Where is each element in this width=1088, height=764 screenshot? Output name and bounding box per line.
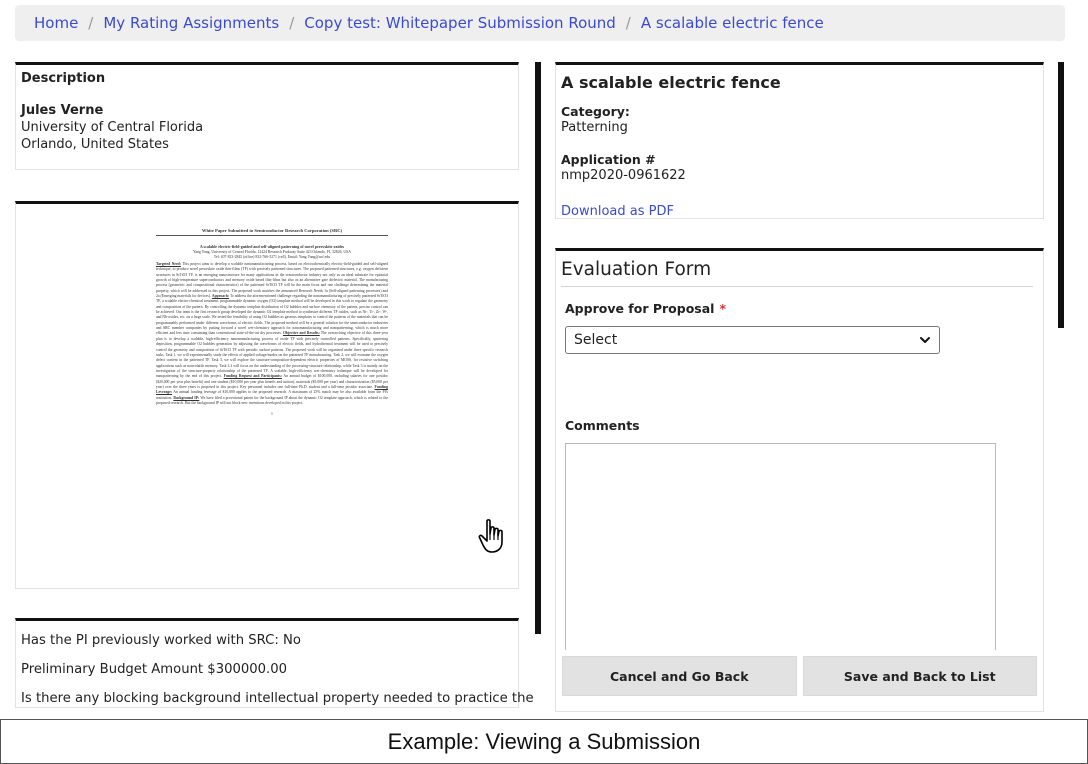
submission-info-panel — [15, 618, 534, 708]
applicant-name: Jules Verne — [21, 103, 104, 118]
src-history: Has the PI previously worked with SRC: No — [21, 633, 301, 648]
document-page — [156, 228, 388, 564]
breadcrumb — [15, 5, 1065, 41]
cancel-button[interactable]: Cancel and Go Back — [562, 656, 797, 696]
description-panel — [15, 62, 519, 170]
breadcrumb-submission-round[interactable]: Copy test: Whitepaper Submission Round — [304, 14, 616, 32]
approve-label — [565, 301, 1038, 316]
document-page-number: 1 — [271, 412, 273, 417]
page-scrollbar[interactable] — [1058, 62, 1064, 328]
budget-amount: Preliminary Budget Amount $300000.00 — [21, 662, 288, 677]
applicant-affiliation: University of Central Florida — [21, 120, 204, 135]
breadcrumb-separator: / — [289, 14, 295, 32]
comments-textarea[interactable] — [565, 443, 996, 673]
applicant-location: Orlando, United States — [21, 137, 169, 152]
caption: Example: Viewing a Submission — [0, 719, 1088, 764]
approve-select[interactable] — [565, 326, 940, 354]
evaluation-form-heading: Evaluation Form — [561, 259, 1033, 287]
application-number: nmp2020-0961622 — [561, 168, 686, 183]
chevron-down-icon — [919, 334, 931, 346]
document-authors: Yang Yang, University of Central Florida, 12424 Research Parkway Suite 423 Orlando, FL 32826, USA — [193, 250, 351, 254]
evaluation-form-panel — [555, 248, 1044, 712]
document-body: Targeted Need: This project aims to develop a scalable nanomanufacturing process, based on electrochemically electric-field-guided and self-aligned technique, to produce novel perovskite oxide thin-films (TF) with precisely patterned structures. The proposed patterned structures, e.g. oxygen deficient structures in SrTiO3 TF, is an emerging nanostructure for many applications in the semiconductor industry not only as an ideal substrate for epitaxial growth of high-temperature superconductors and memory oxide based thin-films but also as an alternative gate dielectric material. The manufacturing process (geometric and compositional characteristics) of the patterned SrTiO3 TF will be the main focus and one challenge determining the material property, which will be addressed in this project. The proposed work matches the announced Research Needs 1a (Self-aligned patterning processes) and 2a (Emerging materials for devices). Approach: To address the aforementioned challenge regarding the nanomanufacturing of precisely patterned SrTiO3 TF, a scalable electro-chemical treatment, programmable dynamic oxygen (O2) template method will be developed in this work to regulate the geometry and composition of the pattern. By controlling the dynamic template distribution of O2 bubbles and surface chemistry of the pattern, precise control can be achieved. Our team is the first research group developed the dynamic O2 template method to synthesize different TF oxides, such as Ni-, Ti-, Zr-, W-, and Nb-oxides, etc. on a large scale. We tested the feasibility of using O2 bubbles as gaseous templates to control the patterns of the materials that can be programmably performed under different waveforms of electric fields. The proposed method will be a general solution for the semiconductor industries and SRC member companies by putting forward a novel wet-chemistry approach for nanomanufacturing and nanopatterning, which is much more efficient and less time consuming than conventional state-of-the-art dry processes. Objective and Results: The overarching objective of this three-year plan is to develop a scalable, high-efficiency nanomanufacturing process of oxide TF with precisely controlled patterns. Specifically, sputtering deposition, programmable O2 bubbles generation by adjusting the waveforms of electric fields, and hydrothermal treatment will be used to precisely control the geometry and composition of SrTiO3 TF with periodic surface patterns. The proposed work will be organized under three specific research tasks. Task 1, we will experimentally study the effects of applied voltage/modes on the patterned TF manufacturing. Task 2, we will examine the oxygen defect content in the patterned TF. Task 3, we will explore the structure-composition-dependent electric properties of MOSS, for resistive switching applications such as nonvolatile memory. Task 3.2 will focus on the understanding of the processing-structure relationship, while Task 3 is mainly on the investigation of the structure-property relationship of the patterned TF. A scalable, high-efficiency wet-chemistry technique will be developed for nanopatterning by the end of this project. Funding Request and Participants: An annual budget of $100,000, including salaries for one postdoc ($20,000 per year plus benefit) and one student ($10,000 per year plus benefit and tuition), materials ($5,000 per year) and characterization ($5,000 per year) over the three years is proposed in this project. Key personnel includes one full-time Ph.D. student and a full-time postdoc associate. Funding Leverage: An annual funding leverage of $10,000 applies to the proposed research. A maximum of 25% match may be also available from the PI's institution. Background IP: We have filed a provisional patent for the background IP about the dynamic O2 template approach, which is related to the proposed research. But the background IP will not block new inventions developed in this project. — [156, 262, 389, 405]
document-header: White Paper Submitted to Semiconductor Research Corporation (SRC) — [156, 228, 388, 236]
required-marker: * — [719, 301, 726, 316]
ip-question: Is there any blocking background intellectual property needed to practice the — [21, 691, 534, 706]
application-label: Application # — [561, 152, 656, 167]
save-button[interactable]: Save and Back to List — [803, 656, 1038, 696]
download-pdf-link[interactable]: Download as PDF — [561, 204, 674, 219]
left-column-scrollbar[interactable] — [535, 62, 541, 634]
document-contact: Tel: 407-823-2845 (office) 832-766-5271 (cell), Email: Yang.Yang@ucf.edu — [213, 255, 331, 259]
approve-label-text: Approve for Proposal — [565, 301, 715, 316]
form-actions — [556, 650, 1043, 702]
submission-title: A scalable electric fence — [561, 73, 781, 92]
approve-select-value: Select — [574, 332, 618, 348]
document-title: A scalable electric-field-guided and self-aligned patterning of novel perovskite oxides — [199, 244, 345, 249]
comments-label: Comments — [565, 418, 640, 433]
category-value: Patterning — [561, 120, 628, 135]
breadcrumb-current-submission[interactable]: A scalable electric fence — [640, 14, 824, 32]
breadcrumb-my-rating-assignments[interactable]: My Rating Assignments — [103, 14, 280, 32]
breadcrumb-separator: / — [625, 14, 631, 32]
breadcrumb-home[interactable]: Home — [34, 14, 79, 32]
submission-summary-panel — [555, 62, 1044, 219]
hand-pointer-icon — [478, 518, 508, 554]
description-title: Description — [21, 71, 106, 86]
category-label: Category: — [561, 104, 630, 119]
breadcrumb-separator: / — [88, 14, 94, 32]
document-preview-panel[interactable] — [15, 201, 519, 589]
